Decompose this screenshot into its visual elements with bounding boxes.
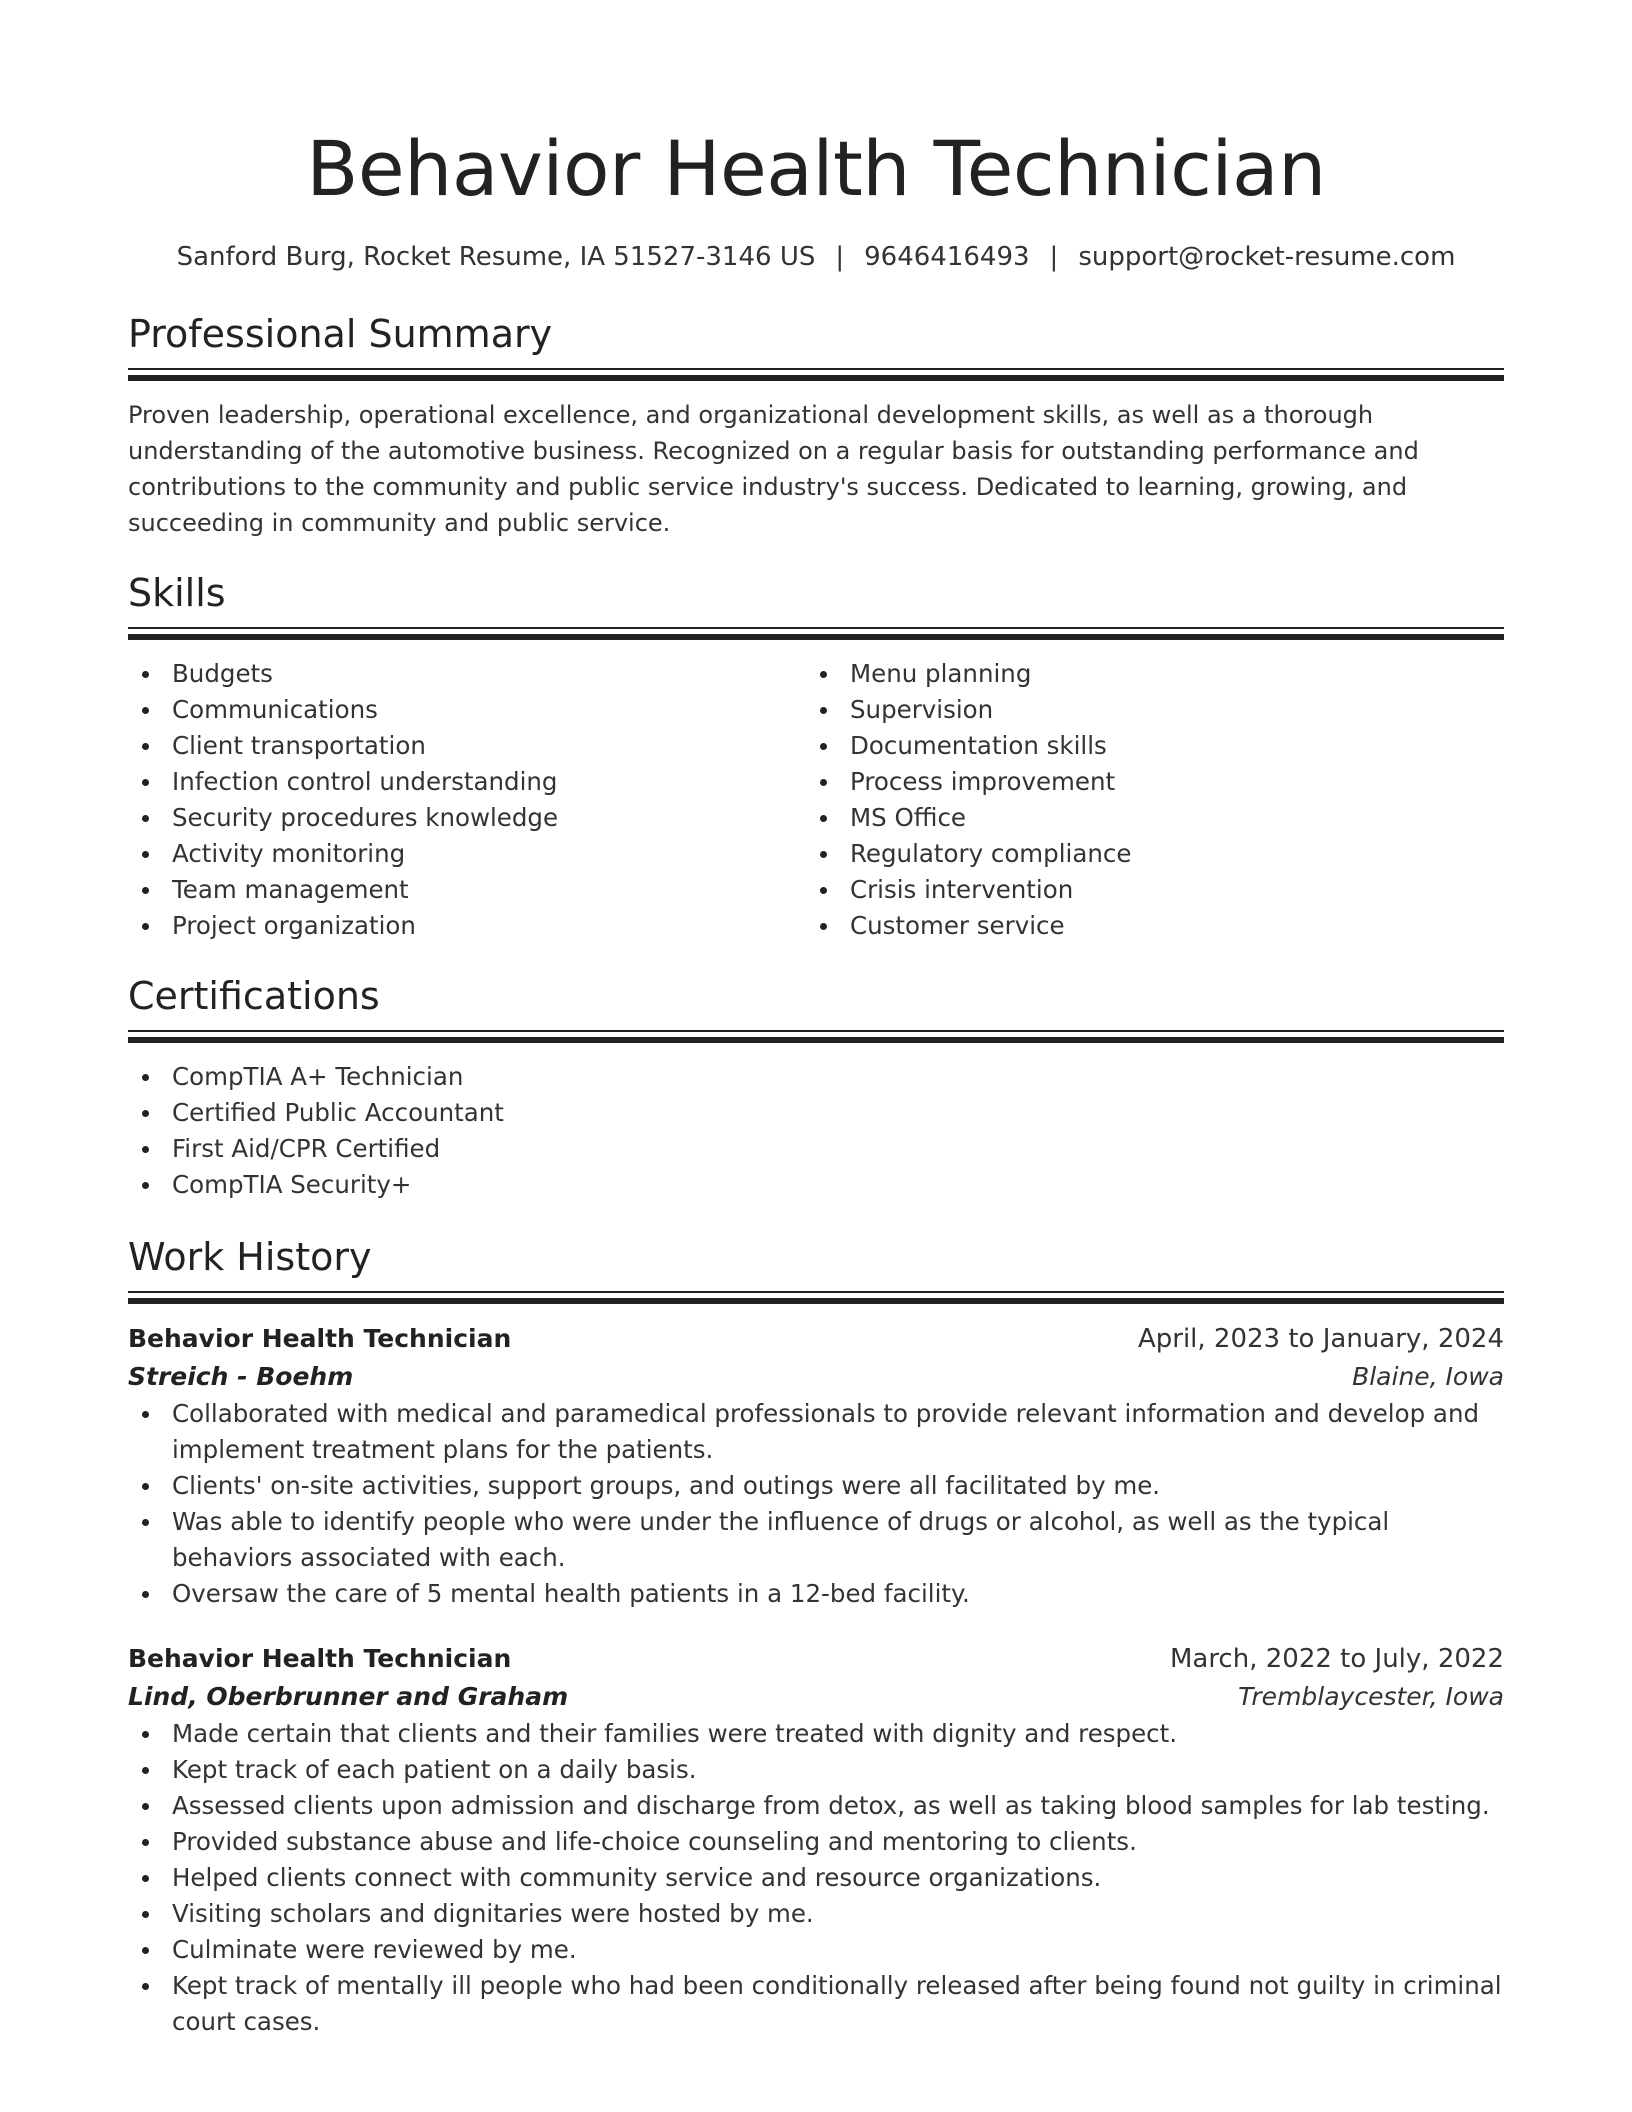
job-header — [128, 1320, 1504, 1358]
job-entry — [128, 1320, 1504, 1612]
skill-item: Regulatory compliance — [850, 836, 1484, 872]
job-dates: April, 2023 to January, 2024 — [1137, 1324, 1504, 1354]
skill-item: Team management — [172, 872, 806, 908]
job-subheader — [128, 1358, 1504, 1396]
skill-item: Process improvement — [850, 764, 1484, 800]
job-bullet: Made certain that clients and their families were treated with dignity and respect. — [172, 1716, 1504, 1752]
job-bullet: Collaborated with medical and paramedical professionals to provide relevant information and develop and implement treatment plans for the patients. — [172, 1396, 1504, 1468]
skills-column-left — [128, 656, 806, 944]
job-company: Lind, Oberbrunner and Graham — [128, 1682, 569, 1711]
contact-line — [128, 240, 1504, 274]
skills-grid — [128, 656, 1504, 944]
contact-separator: | — [1049, 242, 1059, 272]
job-bullet-list — [128, 1396, 1504, 1612]
skill-item: Infection control understanding — [172, 764, 806, 800]
job-company: Streich - Boehm — [128, 1362, 354, 1391]
skill-item: Client transportation — [172, 728, 806, 764]
contact-phone: 9646416493 — [864, 242, 1030, 272]
skill-item: Project organization — [172, 908, 806, 944]
job-bullet: Clients' on-site activities, support groups, and outings were all facilitated by me. — [172, 1468, 1504, 1504]
job-bullet-list — [128, 1716, 1504, 2040]
contact-email: support@rocket-resume.com — [1078, 242, 1456, 272]
contact-address: Sanford Burg, Rocket Resume, IA 51527-3146 US — [176, 242, 816, 272]
skills-column-right — [806, 656, 1484, 944]
job-location: Blaine, Iowa — [1352, 1362, 1504, 1391]
summary-section — [128, 310, 1504, 541]
job-bullet: Kept track of mentally ill people who had been conditionally released after being found not guilty in criminal court cases. — [172, 1968, 1504, 2040]
job-bullet: Provided substance abuse and life-choice counseling and mentoring to clients. — [172, 1824, 1504, 1860]
resume-page — [128, 0, 1504, 2040]
job-entry — [128, 1640, 1504, 2040]
skills-list-right — [806, 656, 1484, 944]
skill-item: Menu planning — [850, 656, 1484, 692]
section-divider — [128, 368, 1504, 381]
job-subheader — [128, 1678, 1504, 1716]
job-header — [128, 1640, 1504, 1678]
job-bullet: Kept track of each patient on a daily basis. — [172, 1752, 1504, 1788]
candidate-name: Behavior Health Technician — [306, 124, 1326, 213]
section-title-work-history: Work History — [128, 1235, 372, 1279]
certifications-list — [128, 1059, 1504, 1203]
contact-separator: | — [835, 242, 845, 272]
skill-item: Budgets — [172, 656, 806, 692]
skills-section — [128, 569, 1504, 944]
certification-item: CompTIA A+ Technician — [172, 1059, 1504, 1095]
job-title: Behavior Health Technician — [128, 1324, 512, 1353]
section-title-skills: Skills — [128, 571, 226, 615]
job-bullet: Assessed clients upon admission and discharge from detox, as well as taking blood samples for lab testing. — [172, 1788, 1504, 1824]
skill-item: MS Office — [850, 800, 1484, 836]
section-title-summary: Professional Summary — [128, 312, 553, 356]
section-divider — [128, 1030, 1504, 1043]
job-bullet: Was able to identify people who were under the influence of drugs or alcohol, as well as the typical behaviors associated with each. — [172, 1504, 1504, 1576]
job-bullet: Oversaw the care of 5 mental health patients in a 12-bed facility. — [172, 1576, 1504, 1612]
skill-item: Customer service — [850, 908, 1484, 944]
certifications-section — [128, 972, 1504, 1203]
certification-item: First Aid/CPR Certified — [172, 1131, 1504, 1167]
section-divider — [128, 1291, 1504, 1304]
job-title: Behavior Health Technician — [128, 1644, 512, 1673]
certification-item: CompTIA Security+ — [172, 1167, 1504, 1203]
job-bullet: Culminate were reviewed by me. — [172, 1932, 1504, 1968]
skill-item: Documentation skills — [850, 728, 1484, 764]
section-title-certifications: Certifications — [128, 974, 380, 1018]
job-location: Tremblaycester, Iowa — [1238, 1682, 1504, 1711]
skill-item: Security procedures knowledge — [172, 800, 806, 836]
job-bullet: Visiting scholars and dignitaries were hosted by me. — [172, 1896, 1504, 1932]
job-bullet: Helped clients connect with community service and resource organizations. — [172, 1860, 1504, 1896]
certification-item: Certified Public Accountant — [172, 1095, 1504, 1131]
section-divider — [128, 627, 1504, 640]
summary-text: Proven leadership, operational excellence, and organizational development skills, as well as a thorough understanding of the automotive business. Recognized on a regular basis for outstanding performance and contributions to the community and public service industry's success. Dedicated to learning, growing, and succeeding in community and public service. — [128, 401, 1419, 537]
skill-item: Crisis intervention — [850, 872, 1484, 908]
skill-item: Activity monitoring — [172, 836, 806, 872]
job-dates: March, 2022 to July, 2022 — [1169, 1644, 1504, 1674]
skill-item: Communications — [172, 692, 806, 728]
skill-item: Supervision — [850, 692, 1484, 728]
work-history-section — [128, 1233, 1504, 2040]
skills-list-left — [128, 656, 806, 944]
